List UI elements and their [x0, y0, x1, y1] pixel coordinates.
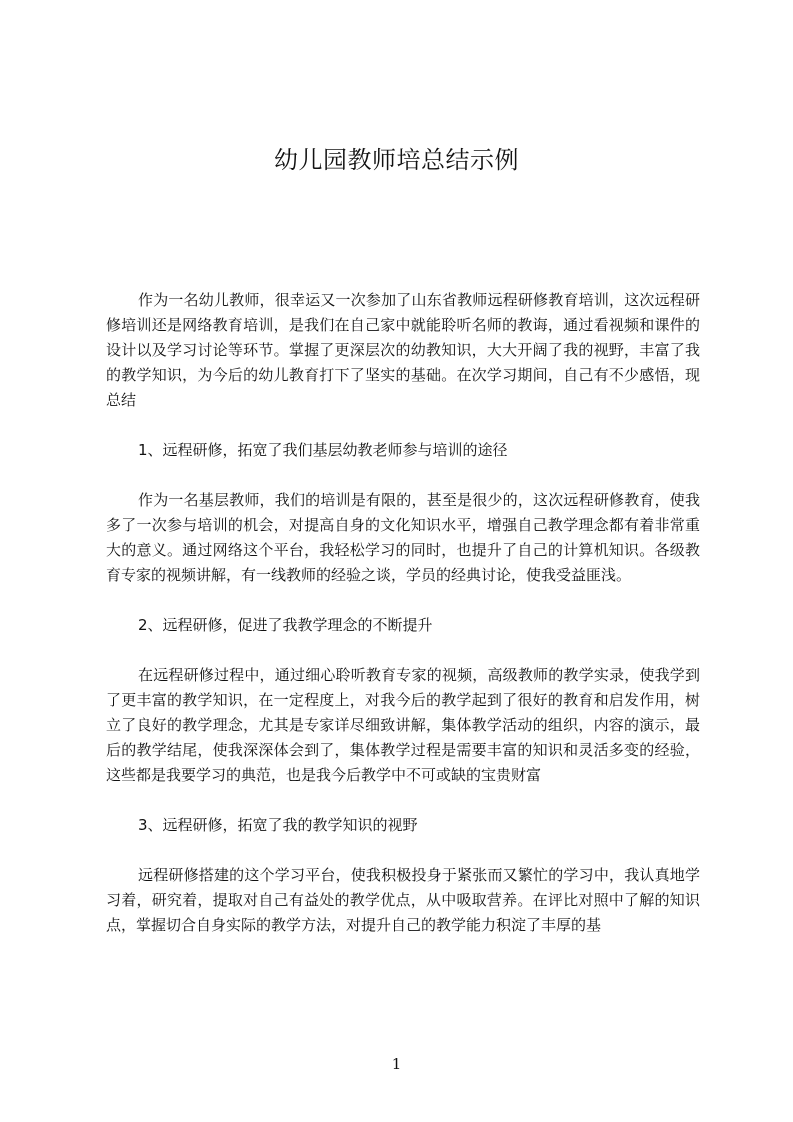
section-heading-3: 3、远程研修，拓宽了我的教学知识的视野	[138, 816, 418, 834]
page-title: 幼儿园教师培总结示例	[274, 146, 519, 174]
section-heading-2: 2、远程研修，促进了我教学理念的不断提升	[138, 616, 433, 634]
section-heading-1: 1、远程研修，拓宽了我们基层幼教老师参与培训的途径	[138, 441, 508, 459]
intro-paragraph: 作为一名幼儿教师，很幸运又一次参加了山东省教师远程研修教育培训，这次远程研修培训还是网络教育培训，是我们在自己家中就能聆听名师的教诲，通过看视频和课件的设计以及学习讨论等环节。掌握了更深层次的幼教知识，大大开阔了我的视野，丰富了我的教学知识，为今后的幼儿教育打下了坚实的基础。在次学习期间，自己有不少感悟，现总结	[106, 291, 700, 409]
section-2-paragraph: 在远程研修过程中，通过细心聆听教育专家的视频，高级教师的教学实录，使我学到了更丰富的教学知识，在一定程度上，对我今后的教学起到了很好的教育和启发作用，树立了良好的教学理念，尤其是专家详尽细致讲解，集体教学活动的组织，内容的演示，最后的教学结尾，使我深深体会到了，集体教学过程是需要丰富的知识和灵活多变的经验，这些都是我要学习的典范，也是我今后教学中不可或缺的宝贵财富	[106, 666, 700, 784]
page-number: 1	[391, 1055, 402, 1073]
section-1-paragraph: 作为一名基层教师，我们的培训是有限的，甚至是很少的，这次远程研修教育，使我多了一次参与培训的机会，对提高自身的文化知识水平，增强自己教学理念都有着非常重大的意义。通过网络这个平台，我轻松学习的同时，也提升了自己的计算机知识。各级教育专家的视频讲解，有一线教师的经验之谈，学员的经典讨论，使我受益匪浅。	[106, 491, 700, 584]
document-body	[106, 288, 700, 963]
section-3-paragraph: 远程研修搭建的这个学习平台，使我积极投身于紧张而又繁忙的学习中，我认真地学习着，研究着，提取对自己有益处的教学优点，从中吸取营养。在评比对照中了解的知识点，掌握切合自身实际的教学方法，对提升自己的教学能力积淀了丰厚的基	[106, 866, 700, 934]
